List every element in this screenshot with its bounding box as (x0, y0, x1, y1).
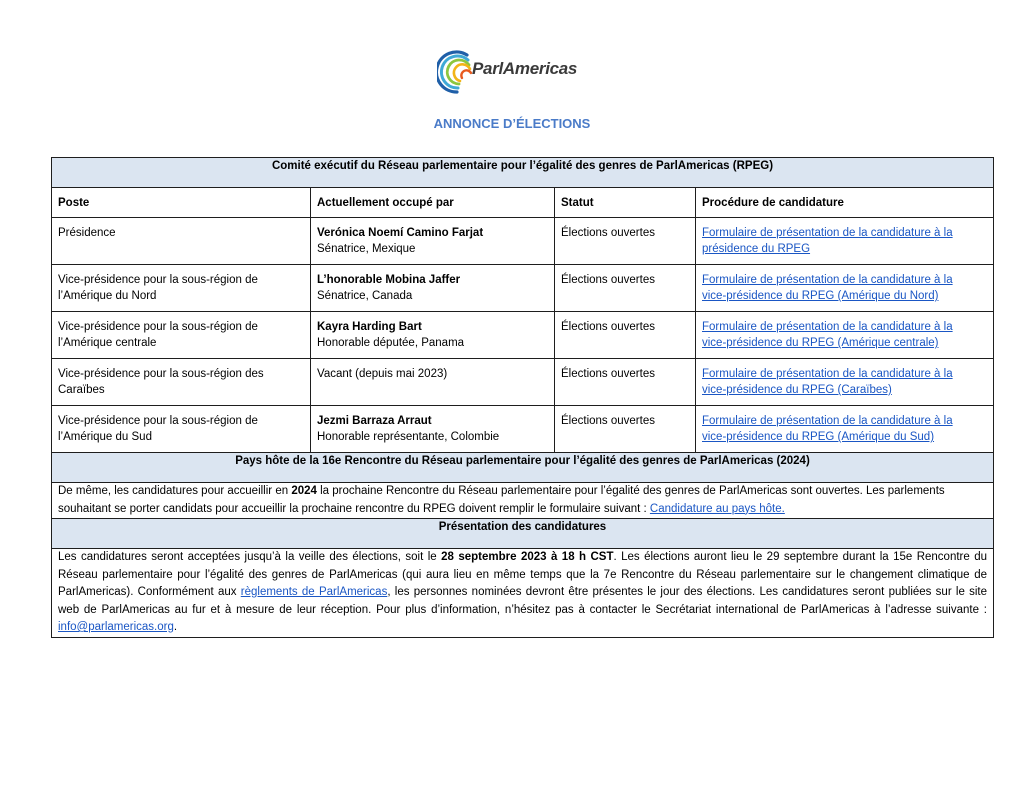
link-line: vice-présidence du RPEG (Amérique du Nord) (702, 290, 939, 302)
column-header-row (52, 188, 994, 218)
link-line: vice-présidence du RPEG (Caraïbes) (702, 384, 892, 396)
poste-cell: Vice-présidence pour la sous-région de l’Amérique du Sud (52, 406, 311, 453)
table-row (52, 265, 994, 312)
poste-cell: Présidence (52, 218, 311, 265)
statut-cell: Élections ouvertes (555, 359, 696, 406)
holder-title: Vacant (depuis mai 2023) (317, 368, 448, 380)
poste-cell: Vice-présidence pour la sous-région de l’Amérique centrale (52, 312, 311, 359)
link-line: Formulaire de présentation de la candidature à la (702, 321, 953, 333)
statut-cell: Élections ouvertes (555, 265, 696, 312)
paragraph-text: la prochaine Rencontre du Réseau parlementaire pour l’égalité des genres de ParlAmericas sont ouvertes. Les parlements souhaitant se porter candidats pour accueillir la prochaine rencontre du RPEG doivent remplir le formulaire suivant : (58, 485, 945, 515)
logo-text: ParlAmericas (472, 59, 578, 78)
holder-cell (311, 406, 555, 453)
deadline-text: 28 septembre 2023 à 18 h CST (441, 551, 614, 563)
section-title-host-country: Pays hôte de la 16e Rencontre du Réseau parlementaire pour l’égalité des genres de ParlAmericas (2024) (52, 453, 994, 483)
holder-cell (311, 359, 555, 406)
paragraph-text: . (173, 621, 178, 633)
link-line: Formulaire de présentation de la candidature à la (702, 415, 953, 427)
holder-name: Kayra Harding Bart (317, 321, 422, 333)
rules-link[interactable]: règlements de ParlAmericas (240, 586, 388, 598)
statut-cell: Élections ouvertes (555, 312, 696, 359)
holder-title: Sénatrice, Canada (317, 290, 413, 302)
year-text: 2024 (291, 485, 317, 497)
elections-table (51, 157, 994, 638)
table-row (52, 406, 994, 453)
table-row (52, 359, 994, 406)
logo-swirl-icon (437, 48, 477, 96)
section-header-row (52, 453, 994, 483)
paragraph-text: De même, les candidatures pour accueillir en (58, 485, 292, 497)
column-header-statut: Statut (555, 188, 696, 218)
table-row (52, 312, 994, 359)
application-form-link[interactable] (702, 368, 953, 396)
link-line: vice-présidence du RPEG (Amérique centrale) (702, 337, 939, 349)
application-form-link[interactable] (702, 274, 953, 302)
procedure-cell (696, 265, 994, 312)
poste-cell: Vice-présidence pour la sous-région de l’Amérique du Nord (52, 265, 311, 312)
statut-cell: Élections ouvertes (555, 218, 696, 265)
document-title: ANNONCE D’ÉLECTIONS (433, 116, 591, 131)
link-line: présidence du RPEG (702, 243, 811, 255)
section-header-row (52, 158, 994, 188)
host-country-row (52, 483, 994, 519)
link-line: Formulaire de présentation de la candidature à la (702, 368, 953, 380)
holder-title: Honorable députée, Panama (317, 337, 465, 349)
paragraph-text: Les candidatures seront acceptées jusqu’à la veille des élections, soit le (58, 551, 442, 563)
holder-title: Honorable représentante, Colombie (317, 431, 500, 443)
application-form-link[interactable] (702, 415, 953, 443)
holder-name: Verónica Noemí Camino Farjat (317, 227, 484, 239)
link-line: Formulaire de présentation de la candidature à la (702, 274, 953, 286)
procedure-cell (696, 406, 994, 453)
holder-cell (311, 265, 555, 312)
application-form-link[interactable] (702, 227, 953, 255)
statut-cell: Élections ouvertes (555, 406, 696, 453)
submissions-paragraph (52, 549, 994, 638)
link-line: Formulaire de présentation de la candidature à la (702, 227, 953, 239)
host-country-paragraph (52, 483, 994, 519)
holder-title: Sénatrice, Mexique (317, 243, 416, 255)
column-header-holder: Actuellement occupé par (311, 188, 555, 218)
procedure-cell (696, 312, 994, 359)
column-header-procedure: Procédure de candidature (696, 188, 994, 218)
host-country-application-link[interactable]: Candidature au pays hôte. (649, 502, 785, 515)
section-title-submissions: Présentation des candidatures (52, 519, 994, 549)
holder-name: L’honorable Mobina Jaffer (317, 274, 461, 286)
email-link[interactable]: info@parlamericas.org (58, 621, 174, 633)
application-form-link[interactable] (702, 321, 953, 349)
paragraph-text: , les personnes nominées devront être présentes le jour des élections. Les candidatures seront publiées sur le site web de ParlAmericas au fur et à mesure de leur réception. Pour plus d’information, n’hésitez pas à contacter le Secrétariat international de ParlAmericas à l’adresse suivante : (58, 586, 987, 616)
parlamericas-logo (437, 48, 592, 96)
procedure-cell (696, 359, 994, 406)
section-title-executive: Comité exécutif du Réseau parlementaire pour l’égalité des genres de ParlAmericas (RPEG) (52, 158, 994, 188)
section-header-row (52, 519, 994, 549)
paragraph-text: . Les élections auront lieu le 29 septembre durant la 15e Rencontre du Réseau parlementaire pour l’égalité des genres de ParlAmericas (qui aura lieu en même temps que la 7e Rencontre du Réseau parlementaire sur le changement climatique de ParlAmericas). Conformément aux (58, 551, 987, 598)
column-header-poste: Poste (52, 188, 311, 218)
poste-cell: Vice-présidence pour la sous-région des Caraïbes (52, 359, 311, 406)
submissions-row (52, 549, 994, 638)
link-line: vice-présidence du RPEG (Amérique du Sud) (702, 431, 935, 443)
holder-name: Jezmi Barraza Arraut (317, 415, 432, 427)
procedure-cell (696, 218, 994, 265)
holder-cell (311, 312, 555, 359)
table-row (52, 218, 994, 265)
holder-cell (311, 218, 555, 265)
